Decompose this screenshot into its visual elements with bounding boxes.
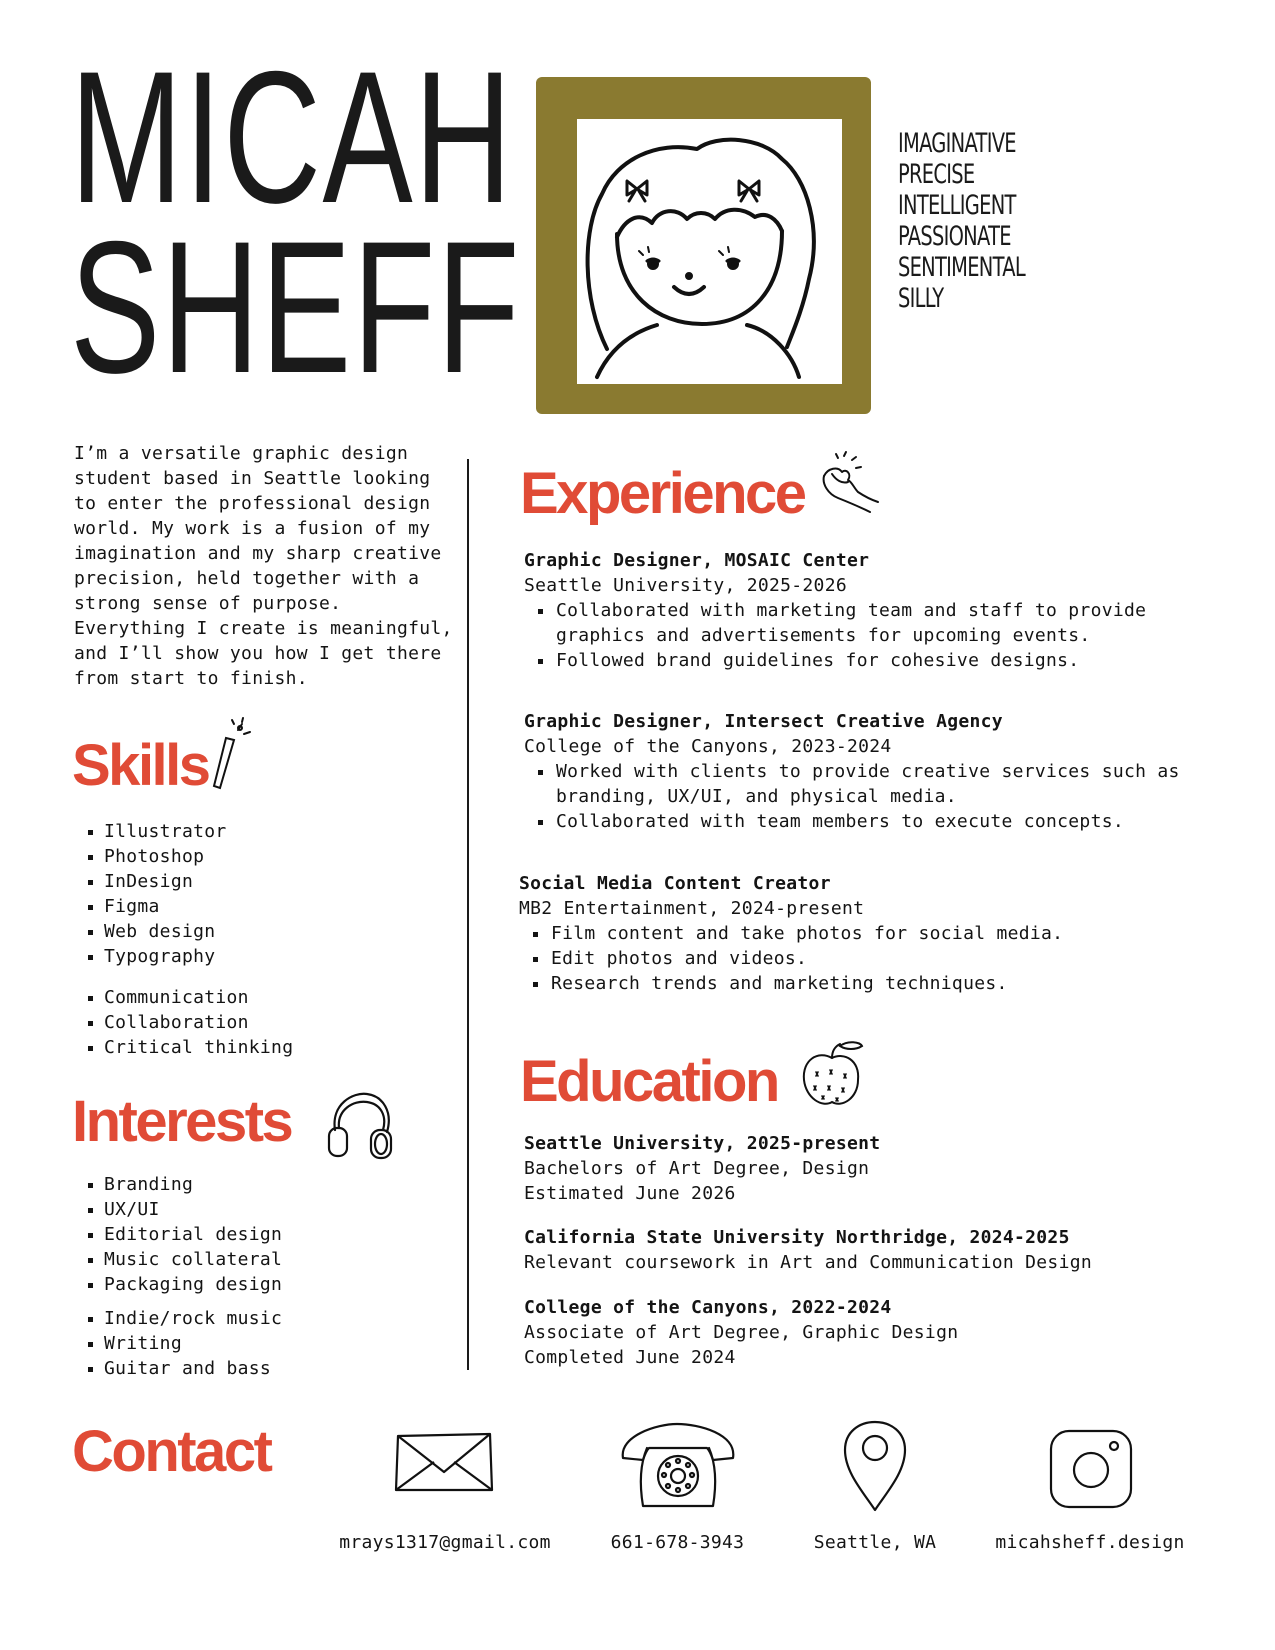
- job-title: Graphic Designer, MOSAIC Center: [524, 550, 870, 571]
- envelope-icon: [394, 1432, 494, 1492]
- list-item: Photoshop: [72, 844, 432, 869]
- school-line: Completed June 2024: [524, 1347, 736, 1368]
- contact-website[interactable]: micahsheff.design: [995, 1532, 1185, 1553]
- school-title: Seattle University, 2025-present: [524, 1133, 881, 1154]
- education-heading: Education: [520, 1049, 778, 1114]
- list-item: Illustrator: [72, 819, 432, 844]
- job-subtitle: MB2 Entertainment, 2024-present: [519, 898, 865, 919]
- contact-email[interactable]: mrays1317@gmail.com: [339, 1532, 551, 1553]
- list-item: Packaging design: [72, 1272, 432, 1297]
- list-item: Indie/rock music: [72, 1306, 432, 1331]
- magic-wand-icon: [214, 718, 254, 790]
- skills-list: [72, 819, 432, 1060]
- location-pin-icon: [843, 1420, 907, 1512]
- job-subtitle: College of the Canyons, 2023-2024: [524, 736, 892, 757]
- list-item: Editorial design: [72, 1222, 432, 1247]
- list-item: Collaborated with team members to execute concepts.: [524, 809, 1184, 834]
- school-line: Associate of Art Degree, Graphic Design: [524, 1322, 959, 1343]
- traits-list: [898, 128, 1025, 314]
- last-name: SHEFF: [70, 202, 521, 412]
- school-line: Relevant coursework in Art and Communication Design: [524, 1252, 1092, 1273]
- contact-phone[interactable]: 661-678-3943: [610, 1532, 745, 1553]
- list-item: Music collateral: [72, 1247, 432, 1272]
- list-item: Figma: [72, 894, 432, 919]
- list-item: Guitar and bass: [72, 1356, 432, 1381]
- list-item: Worked with clients to provide creative services such as branding, UX/UI, and physical media.: [524, 759, 1186, 809]
- list-item: Followed brand guidelines for cohesive designs.: [524, 648, 1184, 673]
- list-item: Branding: [72, 1172, 432, 1197]
- design-interests: [72, 1172, 432, 1297]
- portrait: [577, 119, 842, 384]
- job-title: Social Media Content Creator: [519, 873, 831, 894]
- list-item: Collaborated with marketing team and staff to provide graphics and advertisements for upcoming events.: [524, 598, 1176, 648]
- girl-portrait-illustration: [577, 119, 842, 384]
- trait: SILLY: [898, 283, 944, 314]
- list-item: InDesign: [72, 869, 432, 894]
- column-divider: [467, 459, 469, 1370]
- personal-interests: [72, 1306, 432, 1381]
- job-entry: [524, 709, 1184, 834]
- school-line: Estimated June 2026: [524, 1183, 736, 1204]
- skills-heading: Skills: [72, 733, 209, 798]
- interests-list: [72, 1172, 432, 1381]
- job-entry: [524, 548, 1184, 673]
- headphones-icon: [327, 1090, 393, 1160]
- school-title: California State University Northridge, 2024-2025: [524, 1227, 1070, 1248]
- trait: IMAGINATIVE: [898, 128, 1016, 159]
- phone-icon: [617, 1422, 739, 1508]
- hand-snap-icon: [818, 452, 880, 514]
- school-title: College of the Canyons, 2022-2024: [524, 1297, 892, 1318]
- list-item: Edit photos and videos.: [519, 946, 1179, 971]
- education-entry: [524, 1225, 1184, 1275]
- name-block: [70, 32, 521, 412]
- education-entry: [524, 1295, 1184, 1370]
- software-skills: [72, 819, 432, 969]
- trait: INTELLIGENT: [898, 190, 1016, 221]
- list-item: Film content and take photos for social media.: [519, 921, 1179, 946]
- job-entry: [519, 871, 1179, 996]
- job-title: Graphic Designer, Intersect Creative Agency: [524, 711, 1003, 732]
- school-line: Bachelors of Art Degree, Design: [524, 1158, 870, 1179]
- list-item: UX/UI: [72, 1197, 432, 1222]
- list-item: Typography: [72, 944, 432, 969]
- contact-location: Seattle, WA: [813, 1532, 937, 1553]
- first-name: MICAH: [70, 32, 514, 242]
- apple-icon: [800, 1040, 870, 1110]
- trait: PASSIONATE: [898, 221, 1011, 252]
- job-subtitle: Seattle University, 2025-2026: [524, 575, 847, 596]
- interests-heading: Interests: [72, 1089, 292, 1154]
- list-item: Communication: [72, 985, 432, 1010]
- list-item: Critical thinking: [72, 1035, 432, 1060]
- list-item: Web design: [72, 919, 432, 944]
- trait: PRECISE: [898, 159, 975, 190]
- education-entry: [524, 1131, 1184, 1206]
- instagram-icon: [1048, 1428, 1134, 1510]
- trait: SENTIMENTAL: [898, 252, 1025, 283]
- list-item: Collaboration: [72, 1010, 432, 1035]
- bio-text: I’m a versatile graphic design student based in Seattle looking to enter the professional design world. My work is a fusion of my imagination and my sharp creative precision, held together with a strong sense of purpose. Everything I create is meaningful, and I’ll show you how I get there from start to finish.: [74, 443, 453, 689]
- list-item: Research trends and marketing techniques.: [519, 971, 1179, 996]
- contact-heading: Contact: [72, 1419, 271, 1484]
- experience-heading: Experience: [520, 461, 805, 526]
- list-item: Writing: [72, 1331, 432, 1356]
- soft-skills: [72, 985, 432, 1060]
